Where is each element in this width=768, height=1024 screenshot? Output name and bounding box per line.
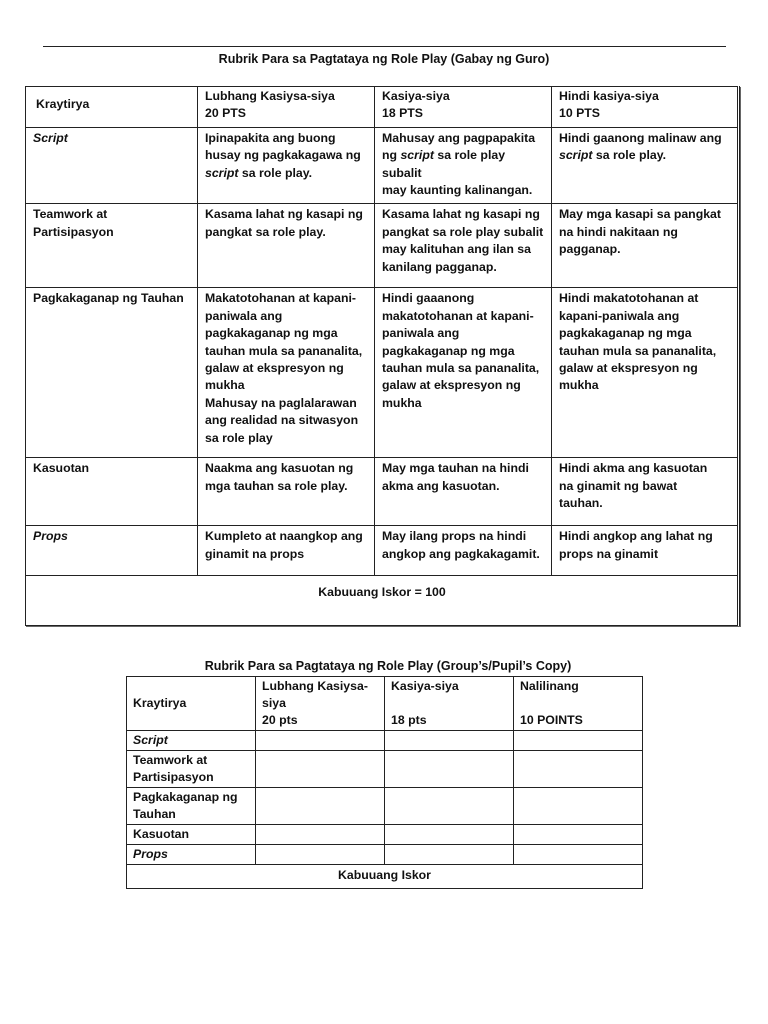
descriptor-cell-c2: [375, 288, 552, 458]
descriptor-cell-c2: [375, 458, 552, 526]
descriptor-line: kanilang pagganap.: [382, 259, 497, 274]
descriptor-line: Hindi angkop ang lahat ng: [559, 529, 713, 544]
copy-score-cell: [256, 845, 385, 865]
main-row-script: [26, 127, 739, 204]
copy-header-kraytirya: Kraytirya: [127, 677, 256, 731]
descriptor-line: Naakma ang kasuotan ng: [205, 461, 354, 476]
descriptor-line: mukha: [205, 378, 245, 393]
descriptor-line: galaw at ekspresyon ng: [205, 361, 344, 376]
descriptor-cell-c3: [552, 204, 739, 288]
descriptor-line: tauhan mula sa pananalita,: [205, 343, 363, 358]
copy-row: [127, 788, 643, 825]
descriptor-line: tauhan mula sa pananalita,: [559, 343, 717, 358]
copy-criterion-cell: Pagkakaganap ng Tauhan: [127, 788, 256, 825]
descriptor-line: na hindi nakitaan ng: [559, 224, 678, 239]
descriptor-line: sa role play: [205, 430, 273, 445]
main-rubric-table: [25, 86, 740, 626]
copy-criterion-cell: Script: [127, 731, 256, 751]
copy-total-row: [127, 865, 643, 889]
header-kasiyasiya: Kasiya-siya 18 PTS: [375, 87, 552, 128]
main-row-pagkakaganap: [26, 288, 739, 458]
descriptor-cell-c3: [552, 288, 739, 458]
descriptor-line: Hindi makatotohanan at: [559, 291, 699, 306]
main-row-kasuotan: [26, 458, 739, 526]
copy-score-cell: [385, 751, 514, 788]
copy-criterion-cell: Props: [127, 845, 256, 865]
descriptor-line: galaw at ekspresyon ng: [382, 378, 521, 393]
top-rule: [43, 46, 726, 47]
copy-score-cell: [385, 788, 514, 825]
main-rubric-title: Rubrik Para sa Pagtataya ng Role Play (Gabay ng Guro): [218, 52, 550, 66]
main-total-row: [26, 576, 739, 626]
descriptor-line: May ilang props na hindi: [382, 529, 527, 544]
criterion-cell: Script: [26, 127, 198, 204]
descriptor-cell-c2: [375, 204, 552, 288]
descriptor-line: husay ng pagkakagawa ng: [205, 148, 361, 163]
copy-total-score: Kabuuang Iskor: [127, 865, 643, 889]
descriptor-cell-c1: [198, 127, 375, 204]
descriptor-cell-c2: [375, 127, 552, 204]
descriptor-line: tauhan mula sa pananalita,: [382, 361, 540, 376]
descriptor-line: galaw at ekspresyon ng: [559, 361, 698, 376]
criterion-cell: Teamwork at Partisipasyon: [26, 204, 198, 288]
header-hindi-kasiyasiya: Hindi kasiya-siya 10 PTS: [552, 87, 739, 128]
copy-header-row: [127, 677, 643, 731]
descriptor-cell-c3: [552, 526, 739, 576]
descriptor-line: Mahusay na paglalarawan: [205, 395, 357, 410]
descriptor-line: paniwala ang: [382, 326, 460, 341]
copy-criterion-cell: Teamwork at Partisipasyon: [127, 751, 256, 788]
copy-score-cell: [385, 845, 514, 865]
descriptor-cell-c3: [552, 458, 739, 526]
copy-header-lubhang: Lubhang Kasiysa- siya 20 pts: [256, 677, 385, 731]
descriptor-line: May mga tauhan na hindi: [382, 461, 529, 476]
descriptor-cell-c1: [198, 458, 375, 526]
copy-score-cell: [514, 845, 643, 865]
descriptor-line: tauhan.: [559, 496, 603, 511]
descriptor-cell-c1: [198, 204, 375, 288]
descriptor-line: ginamit na props: [205, 546, 305, 561]
copy-header-kasiyasiya: Kasiya-siya 18 pts: [385, 677, 514, 731]
copy-header-nalilinang: Nalilinang 10 POINTS: [514, 677, 643, 731]
criterion-cell: Kasuotan: [26, 458, 198, 526]
main-row-props: [26, 526, 739, 576]
descriptor-line: pagganap.: [559, 242, 621, 257]
copy-criterion-cell: Kasuotan: [127, 825, 256, 845]
copy-score-cell: [514, 788, 643, 825]
header-lubhang-kasiyasiya: Lubhang Kasiysa-siya 20 PTS: [198, 87, 375, 128]
descriptor-cell-c1: [198, 288, 375, 458]
copy-score-cell: [256, 731, 385, 751]
descriptor-line: Mahusay ang pagpapakita: [382, 130, 536, 145]
descriptor-line: angkop ang pagkakagamit.: [382, 546, 540, 561]
descriptor-line: paniwala ang: [205, 308, 283, 323]
criterion-cell: Pagkakaganap ng Tauhan: [26, 288, 198, 458]
descriptor-line: script sa role play.: [205, 165, 313, 180]
descriptor-line: props na ginamit: [559, 546, 659, 561]
descriptor-line: May mga kasapi sa pangkat: [559, 207, 721, 222]
descriptor-line: mukha: [559, 378, 599, 393]
descriptor-line: mukha: [382, 395, 422, 410]
descriptor-line: pagkakaganap ng mga: [382, 343, 515, 358]
main-total-score: Kabuuang Iskor = 100: [26, 576, 739, 626]
main-header-row: [26, 87, 739, 128]
descriptor-line: Kasama lahat ng kasapi ng: [205, 207, 363, 222]
descriptor-line: makatotohanan at kapani-: [382, 308, 534, 323]
descriptor-line: Ipinapakita ang buong: [205, 130, 336, 145]
header-kraytirya: Kraytirya: [26, 87, 198, 128]
descriptor-line: ng script sa role play subalit: [382, 148, 506, 180]
descriptor-line: Hindi gaanong malinaw ang: [559, 130, 722, 145]
copy-row: [127, 731, 643, 751]
descriptor-line: pangkat sa role play.: [205, 224, 326, 239]
descriptor-line: Hindi akma ang kasuotan: [559, 461, 708, 476]
copy-row: [127, 751, 643, 788]
descriptor-line: Kumpleto at naangkop ang: [205, 529, 363, 544]
descriptor-line: na ginamit ng bawat: [559, 478, 678, 493]
copy-score-cell: [385, 825, 514, 845]
descriptor-line: script sa role play.: [559, 148, 667, 163]
copy-score-cell: [514, 731, 643, 751]
copy-score-cell: [514, 751, 643, 788]
copy-score-cell: [256, 825, 385, 845]
copy-rubric-table: [126, 676, 643, 889]
descriptor-cell-c1: [198, 526, 375, 576]
descriptor-line: Kasama lahat ng kasapi ng: [382, 207, 540, 222]
descriptor-line: pagkakaganap ng mga: [559, 326, 692, 341]
descriptor-line: akma ang kasuotan.: [382, 478, 500, 493]
criterion-cell: Props: [26, 526, 198, 576]
descriptor-line: pangkat sa role play subalit: [382, 224, 544, 239]
descriptor-line: kapani-paniwala ang: [559, 308, 680, 323]
copy-score-cell: [514, 825, 643, 845]
copy-score-cell: [256, 751, 385, 788]
descriptor-line: may kaunting kalinangan.: [382, 183, 533, 198]
descriptor-line: Makatotohanan at kapani-: [205, 291, 357, 306]
copy-row: [127, 825, 643, 845]
descriptor-cell-c3: [552, 127, 739, 204]
descriptor-line: may kalituhan ang ilan sa: [382, 242, 531, 257]
descriptor-line: ang realidad na sitwasyon: [205, 413, 359, 428]
descriptor-line: Hindi gaaanong: [382, 291, 475, 306]
copy-score-cell: [385, 731, 514, 751]
copy-row: [127, 845, 643, 865]
descriptor-line: mga tauhan sa role play.: [205, 478, 348, 493]
copy-score-cell: [256, 788, 385, 825]
main-row-teamwork: [26, 204, 739, 288]
descriptor-cell-c2: [375, 526, 552, 576]
descriptor-line: pagkakaganap ng mga: [205, 326, 338, 341]
copy-rubric-title: Rubrik Para sa Pagtataya ng Role Play (Group’s/Pupil’s Copy): [204, 659, 572, 673]
